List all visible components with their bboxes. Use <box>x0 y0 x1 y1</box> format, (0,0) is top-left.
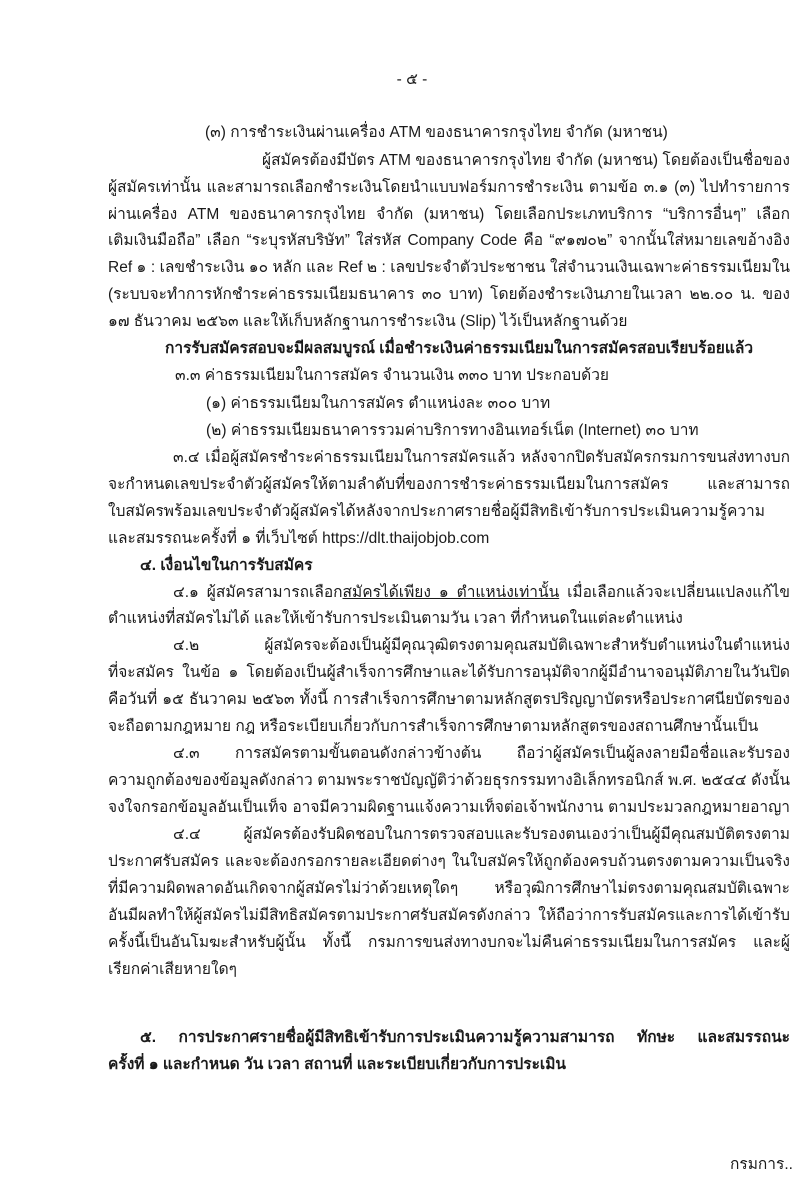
paragraph-line: ๑๗ ธันวาคม ๒๕๖๓ และให้เก็บหลักฐานการชำระเงิน (Slip) ไว้เป็นหลักฐานด้วย <box>108 313 628 330</box>
section-4-heading: ๔. เงื่อนไขในการรับสมัคร <box>140 557 313 574</box>
paragraph-line: อันมีผลทำให้ผู้สมัครไม่มีสิทธิสมัครตามประกาศรับสมัครดังกล่าว ให้ถือว่าการรับสมัครและการได้เข้ารับ <box>108 907 790 924</box>
paragraph-line: จะกำหนดเลขประจำตัวผู้สมัครให้ตามลำดับที่ของการชำระค่าธรรมเนียมในการสมัคร และสามารถ <box>108 476 790 493</box>
paragraph-line: Ref ๑ : เลขชำระเงิน ๑๐ หลัก และ Ref ๒ : เลขประจำตัวประชาชน ใส่จำนวนเงินเฉพาะค่าธรรมเนียมใน <box>108 259 790 276</box>
section-4-1 <box>173 581 790 605</box>
section-4-3: ๔.๓ การสมัครตามขั้นตอนดังกล่าวข้างต้น ถือว่าผู้สมัครเป็นผู้ลงลายมือชื่อและรับรอง <box>173 745 790 762</box>
bold-notice: การรับสมัครสอบจะมีผลสมบูรณ์ เมื่อชำระเงินค่าธรรมเนียมในการสมัครสอบเรียบร้อยแล้ว <box>165 340 754 357</box>
paragraph-line: จงใจกรอกข้อมูลอันเป็นเท็จ อาจมีความผิดฐานแจ้งความเท็จต่อเจ้าพนักงาน ตามประมวลกฎหมายอาญา <box>108 799 790 816</box>
text: ๔.๑ ผู้สมัครสามารถเลือก <box>173 584 343 601</box>
section-3-2-3-heading: (๓) การชำระเงินผ่านเครื่อง ATM ของธนาคารกรุงไทย จำกัด (มหาชน) <box>205 124 668 141</box>
section-4-2: ๔.๒ ผู้สมัครจะต้องเป็นผู้มีคุณวุฒิตรงตามคุณสมบัติเฉพาะสำหรับตำแหน่งในตำแหน่ง <box>173 637 790 654</box>
footer-continuation: กรมการ.. <box>730 1156 793 1173</box>
section-4-4: ๔.๔ ผู้สมัครต้องรับผิดชอบในการตรวจสอบและรับรองตนเองว่าเป็นผู้มีคุณสมบัติตรงตาม <box>173 826 790 843</box>
fee-item-1: (๑) ค่าธรรมเนียมในการสมัคร ตำแหน่งละ ๓๐๐ บาท <box>206 395 551 412</box>
page-number: - ๕ - <box>396 71 428 88</box>
paragraph-line: ที่จะสมัคร ในข้อ ๑ โดยต้องเป็นผู้สำเร็จการศึกษาและได้รับการอนุมัติจากผู้มีอำนาจอนุมัติภายในวันปิด <box>108 664 790 681</box>
paragraph-line: เรียกค่าเสียหายใดๆ <box>108 961 237 978</box>
section-5-heading-cont: ครั้งที่ ๑ และกำหนด วัน เวลา สถานที่ และระเบียบเกี่ยวกับการประเมิน <box>108 1056 567 1073</box>
section-5-heading: ๕. การประกาศรายชื่อผู้มีสิทธิเข้ารับการประเมินความรู้ความสามารถ ทักษะ และสมรรถนะ <box>140 1029 790 1046</box>
paragraph-line: ประกาศรับสมัคร และจะต้องกรอกรายละเอียดต่างๆ ในใบสมัครให้ถูกต้องครบถ้วนตรงตามความเป็นจริง <box>108 853 790 870</box>
paragraph-line: ผู้สมัครต้องมีบัตร ATM ของธนาคารกรุงไทย จำกัด (มหาชน) โดยต้องเป็นชื่อของ <box>262 152 790 169</box>
section-3-3: ๓.๓ ค่าธรรมเนียมในการสมัคร จำนวนเงิน ๓๓๐ บาท ประกอบด้วย <box>175 367 609 384</box>
paragraph-line: เติมเงินมือถือ” เลือก “ระบุรหัสบริษัท” ใส่รหัส Company Code คือ “๙๑๗๐๒” จากนั้นใส่หมายเลขอ้างอิง <box>108 232 790 249</box>
paragraph-line: ตำแหน่งที่สมัครไม่ได้ และให้เข้ารับการประเมินตามวัน เวลา ที่กำหนดในแต่ละตำแหน่ง <box>108 610 683 627</box>
text: เมื่อเลือกแล้วจะเปลี่ยนแปลงแก้ไข <box>559 584 790 601</box>
paragraph-line: ที่มีความผิดพลาดอันเกิดจากผู้สมัครไม่ว่าด้วยเหตุใดๆ หรือวุฒิการศึกษาไม่ตรงตามคุณสมบัติเฉพาะ <box>108 880 790 897</box>
paragraph-line: จะถือตามกฎหมาย กฎ หรือระเบียบเกี่ยวกับการสำเร็จการศึกษาตามหลักสูตรของสถานศึกษานั้นเป็น <box>108 718 759 735</box>
paragraph-line: (ระบบจะทำการหักชำระค่าธรรมเนียมธนาคาร ๓๐ บาท) โดยต้องชำระเงินภายในเวลา ๒๒.๐๐ น. ของ <box>108 286 790 303</box>
underlined-text: สมัครได้เพียง ๑ ตำแหน่งเท่านั้น <box>342 584 560 601</box>
paragraph-line: ครั้งนี้เป็นอันโมฆะสำหรับผู้นั้น ทั้งนี้ กรมการขนส่งทางบกจะไม่คืนค่าธรรมเนียมในการสมัคร และผู้ <box>108 934 790 951</box>
paragraph-line: ผ่านเครื่อง ATM ของธนาคารกรุงไทย จำกัด (มหาชน) โดยเลือกประเภทบริการ “บริการอื่นๆ” เลือก <box>108 206 790 223</box>
fee-item-2: (๒) ค่าธรรมเนียมธนาคารรวมค่าบริการทางอินเทอร์เน็ต (Internet) ๓๐ บาท <box>206 422 699 439</box>
paragraph-line: ใบสมัครพร้อมเลขประจำตัวผู้สมัครได้หลังจากประกาศรายชื่อผู้มีสิทธิเข้ารับการประเมินความรู้ความ <box>108 503 765 520</box>
paragraph-line: ความถูกต้องของข้อมูลดังกล่าว ตามพระราชบัญญัติว่าด้วยธุรกรรมทางอิเล็กทรอนิกส์ พ.ศ. ๒๕๔๔ ดังนั้น <box>108 772 790 789</box>
paragraph-line: และสมรรถนะครั้งที่ ๑ ที่เว็บไซต์ https://dlt.thaijobjob.com <box>108 530 490 547</box>
paragraph-line: ผู้สมัครเท่านั้น และสามารถเลือกชำระเงินโดยนำแบบฟอร์มการชำระเงิน ตามข้อ ๓.๑ (๓) ไปทำรายการ <box>108 179 790 196</box>
paragraph-line: คือวันที่ ๑๕ ธันวาคม ๒๕๖๓ ทั้งนี้ การสำเร็จการศึกษาตามหลักสูตรปริญญาบัตรหรือประกาศนียบัตรของ <box>108 691 790 708</box>
section-3-4: ๓.๔ เมื่อผู้สมัครชำระค่าธรรมเนียมในการสมัครแล้ว หลังจากปิดรับสมัครกรมการขนส่งทางบก <box>173 449 790 466</box>
